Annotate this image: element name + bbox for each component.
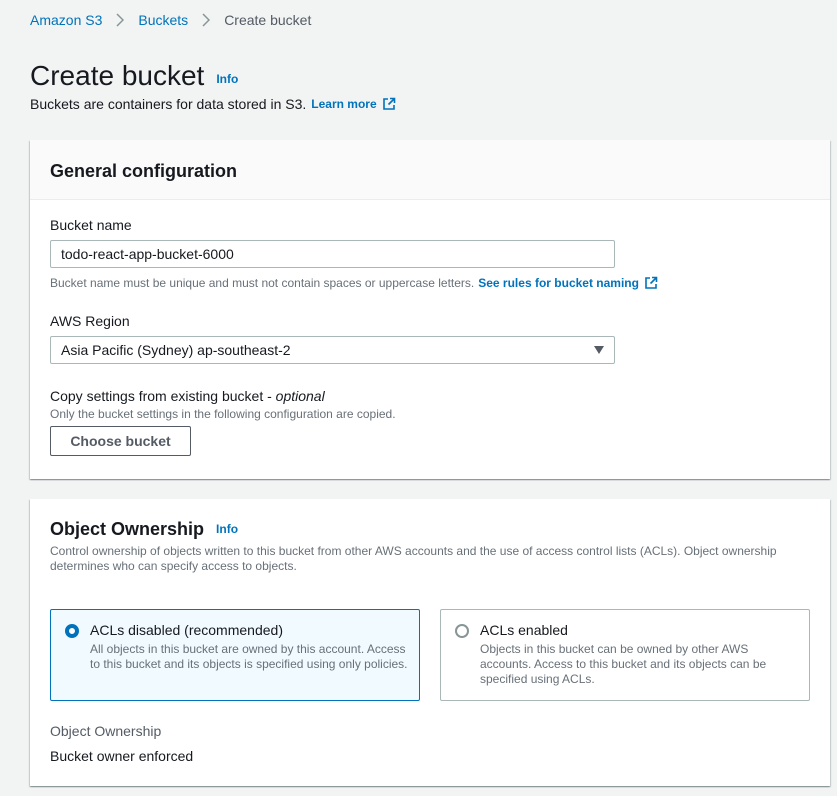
info-link[interactable]: Info — [216, 522, 239, 536]
optional-tag: optional — [275, 388, 325, 404]
copy-settings-label — [50, 388, 325, 404]
acls-disabled-radio[interactable] — [65, 624, 79, 638]
bucket-name-hint — [50, 276, 658, 290]
bucket-naming-rules-label: See rules for bucket naming — [478, 276, 639, 290]
object-ownership-heading: Object Ownership — [50, 519, 205, 539]
object-ownership-setting-label: Object Ownership — [50, 723, 162, 739]
acls-enabled-tile[interactable] — [440, 609, 810, 701]
breadcrumb — [30, 11, 311, 29]
object-ownership-header — [50, 519, 238, 540]
acls-disabled-description: All objects in this bucket are owned by this account. Access to this bucket and its objects is specified using only policies. — [90, 642, 408, 671]
object-ownership-setting-value: Bucket owner enforced — [50, 748, 194, 764]
bucket-name-label: Bucket name — [50, 217, 132, 233]
breadcrumb-link-buckets[interactable]: Buckets — [138, 12, 189, 28]
object-ownership-description: Control ownership of objects written to this bucket from other AWS accounts and the use of access control lists (ACLs). Object ownership determines who can specify access to objects. — [50, 544, 777, 573]
learn-more-label: Learn more — [311, 97, 377, 111]
breadcrumb-current: Create bucket — [224, 12, 312, 28]
acls-enabled-radio[interactable] — [455, 624, 469, 638]
caret-down-icon — [594, 346, 604, 354]
bucket-name-hint-text: Bucket name must be unique and must not contain spaces or uppercase letters. — [50, 276, 475, 290]
acls-enabled-label: ACLs enabled — [480, 622, 568, 638]
page-title: Create bucket — [30, 60, 205, 91]
aws-region-select[interactable] — [50, 336, 615, 364]
acls-enabled-description: Objects in this bucket can be owned by other AWS accounts. Access to this bucket and its objects can be specified using ACLs. — [480, 642, 767, 686]
learn-more-link[interactable] — [311, 97, 395, 111]
page-description — [30, 96, 396, 112]
copy-settings-label-text: Copy settings from existing bucket - — [50, 388, 276, 404]
acls-disabled-label: ACLs disabled (recommended) — [90, 622, 283, 638]
copy-settings-hint: Only the bucket settings in the following configuration are copied. — [50, 407, 396, 421]
chevron-right-icon — [116, 13, 124, 27]
aws-region-value: Asia Pacific (Sydney) ap-southeast-2 — [61, 342, 291, 358]
external-link-icon — [644, 276, 658, 290]
bucket-name-input[interactable]: todo-react-app-bucket-6000 — [50, 240, 615, 268]
page-title-row — [30, 56, 238, 101]
breadcrumb-link-amazon-s3[interactable]: Amazon S3 — [30, 12, 103, 28]
page-description-text: Buckets are containers for data stored in S3. — [30, 96, 307, 112]
object-ownership-panel — [30, 499, 830, 786]
chevron-right-icon — [202, 13, 210, 27]
choose-bucket-button[interactable]: Choose bucket — [50, 426, 191, 456]
info-link[interactable]: Info — [216, 72, 239, 86]
general-configuration-heading: General configuration — [50, 161, 238, 181]
bucket-naming-rules-link[interactable] — [478, 276, 658, 290]
external-link-icon — [382, 97, 396, 111]
panel-header — [30, 140, 830, 200]
aws-region-label: AWS Region — [50, 313, 130, 329]
general-configuration-panel — [30, 140, 830, 479]
acls-disabled-tile[interactable] — [50, 609, 420, 701]
